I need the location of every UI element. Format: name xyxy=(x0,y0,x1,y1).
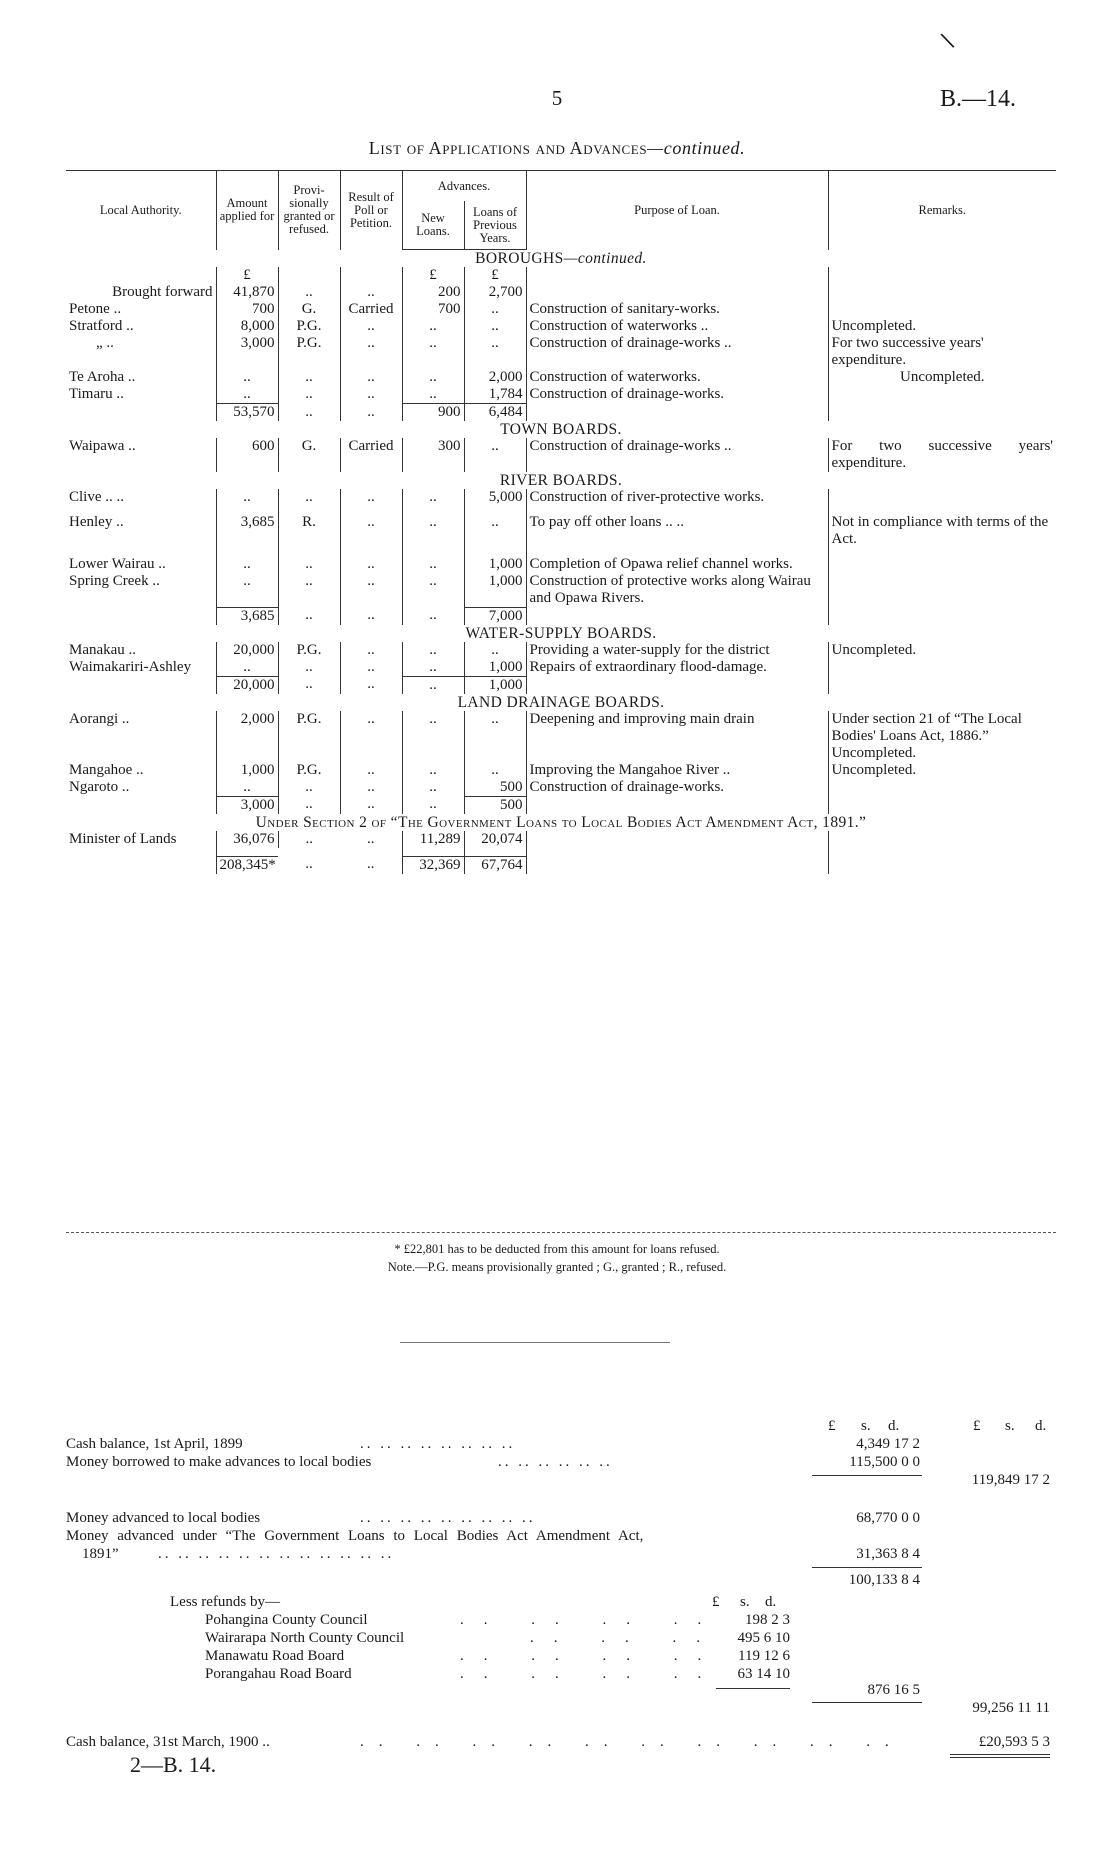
advanced-act-label-year: 1891” xyxy=(82,1546,119,1562)
remarks-cell: Uncompleted. xyxy=(828,318,1056,335)
prov-cell: P.G. xyxy=(278,642,340,659)
result-cell: .. xyxy=(340,573,402,607)
grand-total-new: 32,369 xyxy=(402,856,464,874)
remarks-cell: Uncompleted. xyxy=(828,642,1056,659)
advanced-act-amount: 31,363 8 4 xyxy=(856,1546,920,1562)
prov-cell: P.G. xyxy=(278,335,340,369)
table-row xyxy=(66,438,1056,472)
authority-cell: Mangahoe .. xyxy=(69,761,144,778)
authority-cell: Waimakariri-Ashley xyxy=(69,658,192,675)
table-row xyxy=(66,318,1056,335)
column-header-shillings: s. xyxy=(1005,1418,1015,1434)
new-loans-cell: .. xyxy=(402,386,464,404)
new-loans-cell: .. xyxy=(402,335,464,369)
grand-total-result: .. xyxy=(367,856,375,872)
prov-cell: G. xyxy=(278,438,340,472)
new-loans-cell: .. xyxy=(402,514,464,548)
remarks-cell xyxy=(828,284,1056,301)
amount-cell: 3,000 xyxy=(216,335,278,369)
purpose-cell: Construction of protective works along Wairau and Opawa Rivers. xyxy=(526,573,828,607)
authority-cell: Henley .. xyxy=(69,514,124,530)
total-row xyxy=(66,796,1056,814)
grand-total-row xyxy=(66,856,1056,874)
total-amount: 3,685 xyxy=(216,607,278,625)
rule xyxy=(812,1702,922,1703)
remarks-cell xyxy=(828,779,1056,797)
authority-cell: „ .. xyxy=(96,335,114,351)
amount-cell: .. xyxy=(216,369,278,386)
leaders: .. .. .. .. xyxy=(460,1612,722,1628)
leaders: .. .. .. .. .. .. .. .. .. .. xyxy=(360,1734,904,1750)
new-loans-cell: .. xyxy=(402,659,464,677)
subtotal-amount: 119,849 17 2 xyxy=(971,1472,1050,1488)
new-loans-cell: 200 xyxy=(402,284,464,301)
pound-sign: £ xyxy=(402,267,464,284)
total-result: .. xyxy=(340,404,402,422)
table-title-suffix: —continued. xyxy=(647,138,746,158)
new-loans-cell: .. xyxy=(402,779,464,797)
result-cell: .. xyxy=(340,514,402,548)
advanced-label: Money advanced to local bodies xyxy=(66,1510,261,1526)
leaders: .. .. .. .. .. .. .. .. .. xyxy=(360,1510,536,1526)
grand-total-prov: .. xyxy=(305,856,313,872)
rule xyxy=(950,1757,1050,1758)
refund-amount: 198 2 3 xyxy=(745,1612,790,1628)
prev-loans-cell: 2,700 xyxy=(464,284,526,301)
table-bottom-rule xyxy=(66,1232,1056,1233)
leaders: .. .. .. xyxy=(530,1630,720,1646)
new-loans-cell: 11,289 xyxy=(402,831,464,848)
result-cell: .. xyxy=(340,386,402,404)
rule xyxy=(950,1754,1050,1755)
total-result: .. xyxy=(340,796,402,814)
result-cell: .. xyxy=(340,556,402,573)
new-loans-cell: .. xyxy=(402,489,464,506)
header-provisionally: Provi- sionally granted or refused. xyxy=(278,171,340,250)
amount-cell: 2,000 xyxy=(216,711,278,762)
authority-cell: Stratford .. xyxy=(69,318,134,334)
total-amount: 3,000 xyxy=(216,796,278,814)
remarks-cell: Uncompleted. xyxy=(828,762,1056,779)
header-local-authority: Local Authority. xyxy=(66,171,216,250)
authority-cell: Waipawa .. xyxy=(69,438,136,454)
prev-loans-cell: .. xyxy=(464,301,526,318)
amount-cell: 600 xyxy=(216,438,278,472)
result-cell: .. xyxy=(340,284,402,301)
prev-loans-cell: 5,000 xyxy=(464,489,526,506)
section-land-drainage-boards: LAND DRAINAGE BOARDS. xyxy=(457,693,665,711)
prev-loans-cell: .. xyxy=(464,438,526,472)
remarks-cell: Not in compliance with terms of the Act. xyxy=(828,514,1056,548)
prov-cell: .. xyxy=(278,489,340,506)
total-prev: 1,000 xyxy=(464,676,526,694)
prov-cell: .. xyxy=(278,659,340,677)
new-loans-cell: .. xyxy=(402,573,464,607)
purpose-cell: To pay off other loans .. .. xyxy=(526,514,828,548)
refund-label: Manawatu Road Board xyxy=(205,1648,345,1664)
grand-total-prev: 67,764 xyxy=(464,856,526,874)
total-row xyxy=(66,404,1056,422)
total-row xyxy=(66,607,1056,625)
total-amount: 53,570 xyxy=(216,404,278,422)
total-prov: .. xyxy=(278,796,340,814)
cash-opening-label: Cash balance, 1st April, 1899 xyxy=(66,1436,243,1452)
prov-cell: .. xyxy=(278,556,340,573)
amount-cell: 700 xyxy=(216,301,278,318)
refund-header-pence: d. xyxy=(765,1594,777,1610)
amount-cell: 20,000 xyxy=(216,642,278,659)
borrowed-amount: 115,500 0 0 xyxy=(849,1454,920,1470)
table-title-text: List of Applications and Advances xyxy=(368,138,648,158)
prev-loans-cell: 500 xyxy=(464,779,526,797)
prev-loans-cell: 1,784 xyxy=(464,386,526,404)
refund-label: Porangahau Road Board xyxy=(205,1666,352,1682)
column-header-pence: d. xyxy=(888,1418,900,1434)
amount-cell: .. xyxy=(216,489,278,506)
remarks-cell xyxy=(828,573,1056,607)
refund-amount: 119 12 6 xyxy=(738,1648,790,1664)
purpose-cell xyxy=(526,284,828,301)
column-header-pounds: £ xyxy=(828,1418,836,1434)
advanced-act-label: Money advanced under “The Government Loans to Local Bodies Act Amendment Act, xyxy=(66,1528,644,1544)
new-loans-cell: .. xyxy=(402,642,464,659)
purpose-cell: Construction of drainage-works .. xyxy=(526,335,828,369)
amount-cell: 8,000 xyxy=(216,318,278,335)
section-under-section: Under Section 2 of “The Government Loans to Local Bodies Act Amendment Act, 1891.” xyxy=(255,813,867,831)
result-cell: .. xyxy=(340,642,402,659)
section-river-boards: RIVER BOARDS. xyxy=(499,472,623,489)
refund-label: Wairarapa North County Council xyxy=(205,1630,405,1646)
corner-mark: \ xyxy=(937,25,957,56)
purpose-cell: Completion of Opawa relief channel works. xyxy=(526,556,828,573)
amount-cell: .. xyxy=(216,556,278,573)
total-new: 900 xyxy=(402,404,464,422)
purpose-cell: Construction of waterworks. xyxy=(526,369,828,386)
authority-cell: Te Aroha .. xyxy=(69,369,136,385)
prov-cell: .. xyxy=(278,573,340,607)
advanced-amount: 68,770 0 0 xyxy=(856,1510,920,1526)
total-new: .. xyxy=(402,796,464,814)
authority-cell: Petone .. xyxy=(69,301,122,317)
new-loans-cell: .. xyxy=(402,369,464,386)
prev-loans-cell: .. xyxy=(464,318,526,335)
new-loans-cell: .. xyxy=(402,556,464,573)
total-prev: 500 xyxy=(464,796,526,814)
pound-sign: £ xyxy=(216,267,278,284)
remarks-cell: Uncompleted. xyxy=(828,369,1056,386)
cash-opening-amount: 4,349 17 2 xyxy=(856,1436,920,1452)
advanced-total-amount: 100,133 8 4 xyxy=(848,1572,920,1588)
new-loans-cell: 700 xyxy=(402,301,464,318)
remarks-cell: For two successive years' expenditure. xyxy=(828,438,1056,472)
result-cell: .. xyxy=(340,711,402,762)
applications-table xyxy=(66,170,1056,874)
prev-loans-cell: 1,000 xyxy=(464,573,526,607)
header-purpose: Purpose of Loan. xyxy=(526,171,828,250)
amount-cell: .. xyxy=(216,659,278,677)
page-number: 5 xyxy=(551,86,563,110)
section-boroughs xyxy=(66,250,1056,268)
total-result: .. xyxy=(340,676,402,694)
result-cell: Carried xyxy=(340,438,402,472)
table-row xyxy=(66,284,1056,301)
section-divider xyxy=(400,1342,670,1343)
borrowed-label: Money borrowed to make advances to local bodies xyxy=(66,1454,372,1470)
purpose-cell: Construction of waterworks .. xyxy=(526,318,828,335)
prov-cell: .. xyxy=(278,779,340,797)
total-prov: .. xyxy=(278,404,340,422)
amount-cell: .. xyxy=(216,779,278,797)
total-result: .. xyxy=(340,607,402,625)
less-refunds-label: Less refunds by— xyxy=(170,1594,280,1610)
prov-cell: .. xyxy=(278,369,340,386)
remarks-cell xyxy=(828,659,1056,677)
header-loans-previous: Loans of Previous Years. xyxy=(464,201,526,250)
leaders: .. .. .. .. .. .. .. .. xyxy=(360,1436,516,1452)
remarks-cell xyxy=(828,556,1056,573)
abbreviation-note: Note.—P.G. means provisionally granted ; G., granted ; R., refused. xyxy=(387,1260,727,1274)
prov-cell: P.G. xyxy=(278,762,340,779)
total-row xyxy=(66,676,1056,694)
table-row xyxy=(66,556,1056,573)
remarks-cell: For two successive years' expenditure. xyxy=(828,335,1056,369)
total-new: .. xyxy=(402,607,464,625)
footnote: * £22,801 has to be deducted from this amount for loans refused. xyxy=(394,1242,720,1256)
amount-cell: 1,000 xyxy=(216,762,278,779)
table-row xyxy=(66,779,1056,797)
header-result: Result of Poll or Petition. xyxy=(340,171,402,250)
total-prev: 6,484 xyxy=(464,404,526,422)
prov-cell: P.G. xyxy=(278,318,340,335)
table-row xyxy=(66,711,1056,762)
purpose-cell: Construction of drainage-works .. xyxy=(526,438,828,472)
pound-sign: £ xyxy=(464,267,526,284)
new-loans-cell: .. xyxy=(402,318,464,335)
result-cell: .. xyxy=(340,369,402,386)
result-cell: .. xyxy=(340,489,402,506)
result-cell: .. xyxy=(367,830,375,847)
table-row xyxy=(66,369,1056,386)
refund-label: Pohangina County Council xyxy=(205,1612,368,1628)
refund-amount: 495 6 10 xyxy=(737,1630,790,1646)
refunds-total-amount: 876 16 5 xyxy=(867,1682,920,1698)
refund-header-shillings: s. xyxy=(740,1594,750,1610)
authority-cell: Timaru .. xyxy=(69,386,124,402)
amount-cell: .. xyxy=(216,386,278,404)
remarks-cell xyxy=(828,301,1056,318)
header-advances: Advances. xyxy=(402,171,526,202)
purpose-cell: Providing a water-supply for the district xyxy=(526,642,828,659)
new-loans-cell: 300 xyxy=(402,438,464,472)
column-header-pence: d. xyxy=(1035,1418,1047,1434)
prov-cell: .. xyxy=(278,386,340,404)
header-amount-applied: Amount applied for xyxy=(216,171,278,250)
prev-loans-cell: .. xyxy=(464,642,526,659)
result-cell: Carried xyxy=(340,301,402,318)
prev-loans-cell: 2,000 xyxy=(464,369,526,386)
prov-cell: G. xyxy=(278,301,340,318)
table-row xyxy=(66,386,1056,404)
table-row xyxy=(66,573,1056,607)
refund-header-pounds: £ xyxy=(712,1594,720,1610)
column-header-shillings: s. xyxy=(861,1418,871,1434)
prev-loans-cell: .. xyxy=(464,335,526,369)
total-prev: 7,000 xyxy=(464,607,526,625)
new-loans-cell: .. xyxy=(402,762,464,779)
section-heading-suffix: —continued. xyxy=(563,250,647,267)
remarks-cell: Under section 21 of “The Local Bodies' Loans Act, 1886.” Uncompleted. xyxy=(828,711,1056,762)
purpose-cell: Construction of drainage-works. xyxy=(526,779,828,797)
prev-loans-cell: .. xyxy=(464,711,526,762)
grand-total-amount: 208,345* xyxy=(216,856,278,874)
purpose-cell: Construction of river-protective works. xyxy=(526,489,828,506)
cash-closing-amount: £20,593 5 3 xyxy=(978,1734,1050,1750)
purpose-cell: Improving the Mangahoe River .. xyxy=(526,762,828,779)
authority-cell: Manakau .. xyxy=(69,641,137,658)
purpose-cell: Deepening and improving main drain xyxy=(526,711,828,762)
authority-cell: Brought forward xyxy=(112,284,213,300)
new-loans-cell: .. xyxy=(402,711,464,762)
leaders: .. .. .. .. .. .. xyxy=(498,1454,613,1470)
authority-cell: Minister of Lands xyxy=(69,830,177,847)
table-row xyxy=(66,301,1056,318)
prov-cell: .. xyxy=(278,284,340,301)
cash-closing-label: Cash balance, 31st March, 1900 .. xyxy=(66,1734,270,1750)
header-new-loans: New Loans. xyxy=(402,201,464,250)
remarks-cell xyxy=(828,489,1056,506)
total-new: .. xyxy=(402,676,464,694)
table-row xyxy=(66,514,1056,548)
header-remarks: Remarks. xyxy=(828,171,1056,250)
remarks-cell xyxy=(828,386,1056,404)
page-signature: 2—B. 14. xyxy=(130,1752,217,1777)
amount-cell: 3,685 xyxy=(216,514,278,548)
table-row xyxy=(66,642,1056,659)
amount-cell: 36,076 xyxy=(216,831,278,848)
amount-cell: .. xyxy=(216,573,278,607)
authority-cell: Lower Wairau .. xyxy=(69,556,166,572)
leaders: .. .. .. .. .. .. .. .. .. .. .. .. xyxy=(158,1546,395,1562)
table-row xyxy=(66,762,1056,779)
result-cell: .. xyxy=(340,335,402,369)
leaders: .. .. .. .. xyxy=(460,1666,722,1682)
rule xyxy=(812,1567,922,1568)
section-town-boards: TOWN BOARDS. xyxy=(500,421,622,438)
column-header-pounds: £ xyxy=(973,1418,981,1434)
prev-loans-cell: 20,074 xyxy=(464,831,526,848)
purpose-cell: Repairs of extraordinary flood-damage. xyxy=(526,659,828,677)
total-prov: .. xyxy=(278,607,340,625)
prov-cell: .. xyxy=(278,831,340,848)
authority-cell: Aorangi .. xyxy=(69,710,130,727)
table-row xyxy=(66,831,1056,848)
purpose-cell: Construction of sanitary-works. xyxy=(526,301,828,318)
total-prov: .. xyxy=(278,676,340,694)
leaders: .. .. .. .. xyxy=(460,1648,722,1664)
table-row xyxy=(66,489,1056,506)
prev-loans-cell: 1,000 xyxy=(464,556,526,573)
net-advanced-amount: 99,256 11 11 xyxy=(972,1700,1050,1716)
result-cell: .. xyxy=(340,762,402,779)
rule xyxy=(812,1475,922,1476)
table-row xyxy=(66,335,1056,369)
table-row xyxy=(66,659,1056,677)
refund-amount: 63 14 10 xyxy=(737,1666,790,1682)
result-cell: .. xyxy=(340,318,402,335)
prev-loans-cell: .. xyxy=(464,514,526,548)
total-amount: 20,000 xyxy=(216,676,278,694)
prov-cell: P.G. xyxy=(278,711,340,762)
table-title xyxy=(0,138,1114,159)
authority-cell: Ngaroto .. xyxy=(69,778,130,795)
prev-loans-cell: 1,000 xyxy=(464,659,526,677)
result-cell: .. xyxy=(340,779,402,797)
amount-cell: 41,870 xyxy=(216,284,278,301)
purpose-cell: Construction of drainage-works. xyxy=(526,386,828,404)
prev-loans-cell: .. xyxy=(464,762,526,779)
section-heading: BOROUGHS xyxy=(475,250,564,267)
authority-cell: Spring Creek .. xyxy=(69,573,160,589)
authority-cell: Clive .. .. xyxy=(69,489,124,505)
result-cell: .. xyxy=(340,659,402,677)
document-reference: B.—14. xyxy=(940,86,1017,112)
rule xyxy=(716,1688,790,1689)
section-water-supply-boards: WATER-SUPPLY BOARDS. xyxy=(465,624,657,642)
prov-cell: R. xyxy=(278,514,340,548)
